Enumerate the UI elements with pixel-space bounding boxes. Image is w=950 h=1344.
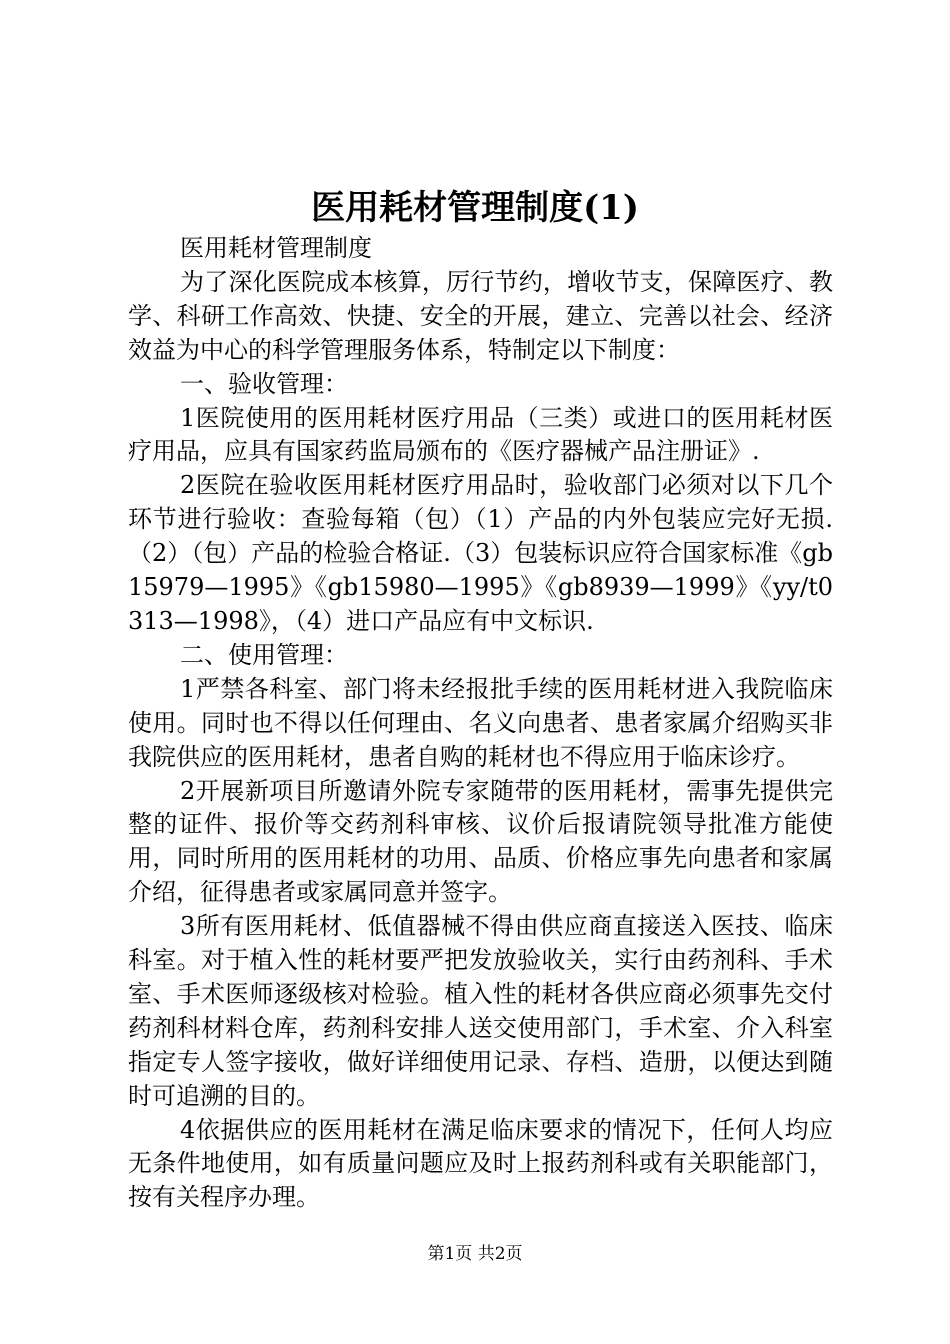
section-heading-usage: 二、使用管理： bbox=[180, 640, 348, 669]
paragraph-usage-4: 4依据供应的医用耗材在满足临床要求的情况下，任何人均应无条件地使用，如有质量问题应及时上报药剂科或有关职能部门，按有关程序办理。 bbox=[128, 1115, 833, 1212]
paragraph-intro: 为了深化医院成本核算，厉行节约，增收节支，保障医疗、教学、科研工作高效、快捷、安全的开展，建立、完善以社会、经济效益为中心的科学管理服务体系，特制定以下制度： bbox=[128, 267, 833, 364]
paragraph-subtitle: 医用耗材管理制度 bbox=[180, 234, 372, 262]
paragraph-acceptance-2: 2医院在验收医用耗材医疗用品时，验收部门必须对以下几个环节进行验收：查验每箱（包）（1）产品的内外包装应完好无损.（2）（包）产品的检验合格证.（3）包装标识应符合国家标准《gb15979—1995》《gb15980—1995》《gb8939—1999》《yy/t0313—1998》，（4）进口产品应有中文标识. bbox=[128, 471, 833, 635]
paragraph-usage-1: 1严禁各科室、部门将未经报批手续的医用耗材进入我院临床使用。同时也不得以任何理由、名义向患者、患者家属介绍购买非我院供应的医用耗材，患者自购的耗材也不得应用于临床诊疗。 bbox=[128, 674, 833, 771]
paragraph-acceptance-1: 1医院使用的医用耗材医疗用品（三类）或进口的医用耗材医疗用品，应具有国家药监局颁布的《医疗器械产品注册证》. bbox=[128, 403, 833, 466]
paragraph-usage-3: 3所有医用耗材、低值器械不得由供应商直接送入医技、临床科室。对于植入性的耗材要严把发放验收关，实行由药剂科、手术室、手术医师逐级核对检验。植入性的耗材各供应商必须事先交付药剂科材料仓库，药剂科安排人送交使用部门，手术室、介入科室指定专人签字接收，做好详细使用记录、存档、造册，以便达到随时可追溯的目的。 bbox=[128, 912, 833, 1110]
document-body bbox=[128, 232, 833, 1215]
document-title: 医用耗材管理制度(1) bbox=[311, 188, 639, 228]
section-heading-acceptance: 一、验收管理： bbox=[180, 369, 348, 398]
paragraph-usage-2: 2开展新项目所邀请外院专家随带的医用耗材，需事先提供完整的证件、报价等交药剂科审核、议价后报请院领导批准方能使用，同时所用的医用耗材的功用、品质、价格应事先向患者和家属介绍，征得患者或家属同意并签字。 bbox=[128, 776, 833, 907]
page-footer: 第1页 共2页 bbox=[427, 1244, 523, 1264]
